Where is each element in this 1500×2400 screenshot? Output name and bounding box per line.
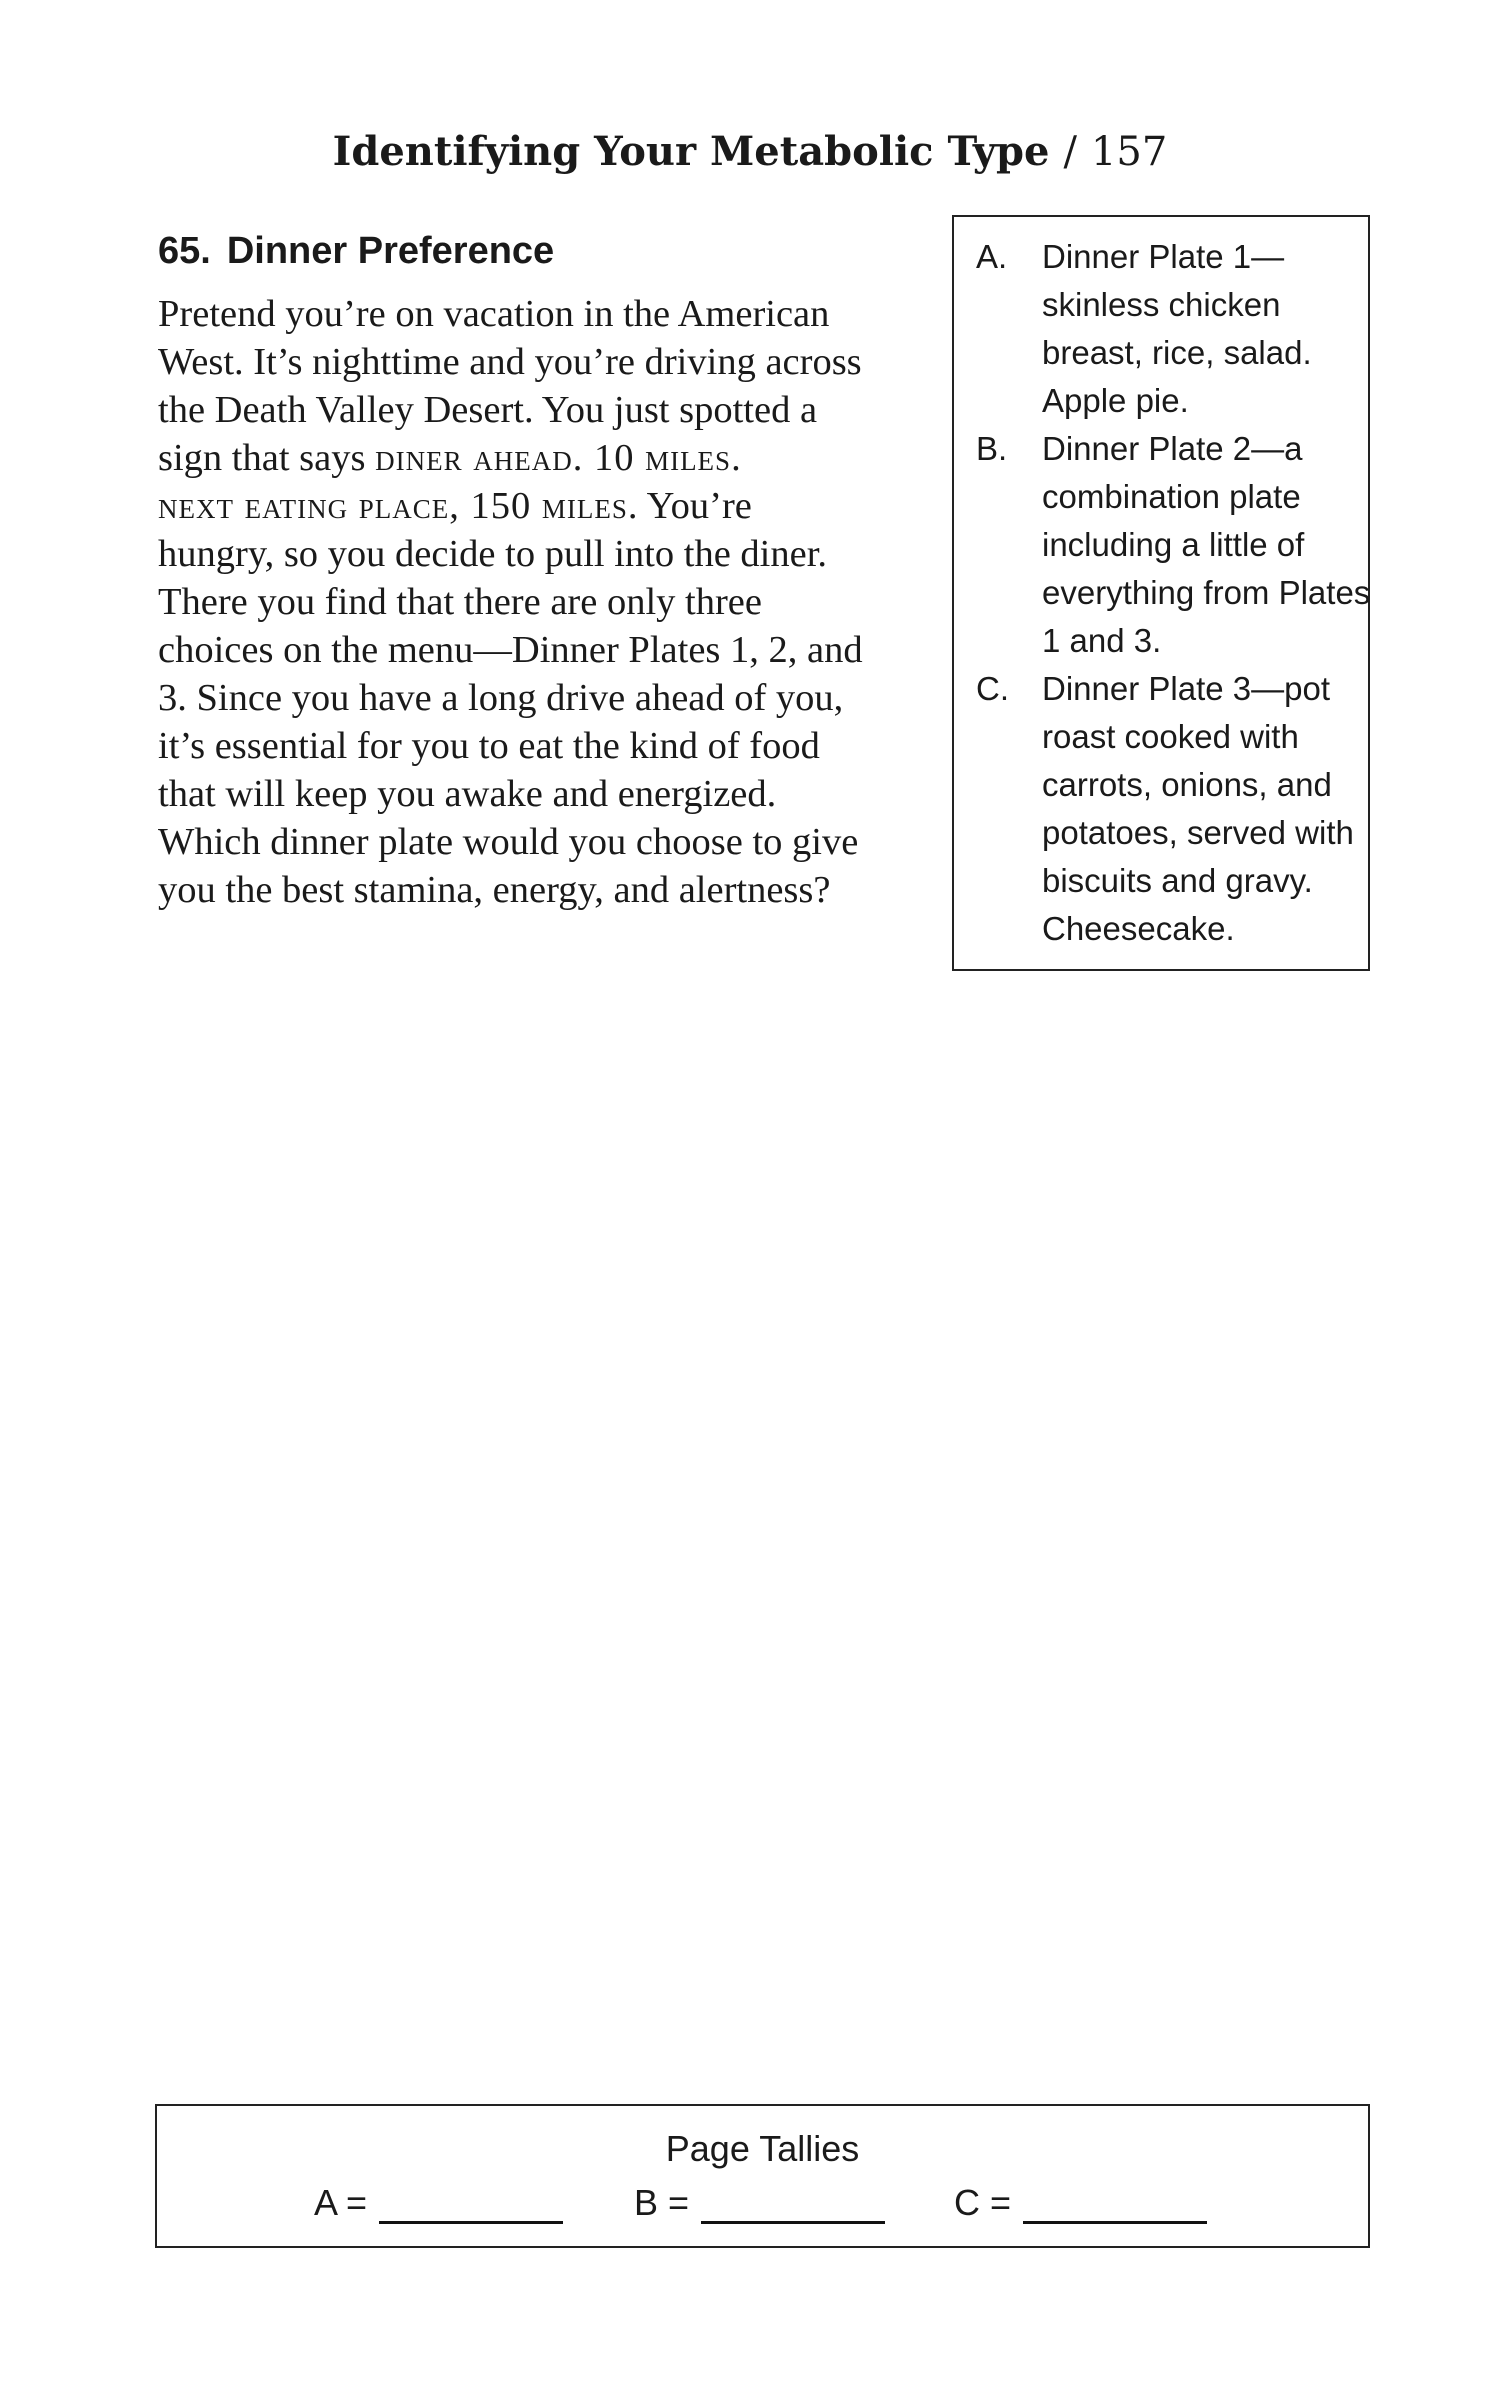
option-line: roast cooked with	[1042, 718, 1299, 755]
option-line: 1 and 3.	[1042, 622, 1162, 659]
question-line: that will keep you awake and energized.	[158, 773, 777, 815]
tally-a-label: A =	[314, 2182, 368, 2223]
running-head-separator: /	[1063, 129, 1077, 175]
option-b	[954, 425, 1371, 665]
option-letter: A.	[976, 238, 1008, 275]
option-a	[954, 233, 1368, 425]
option-text	[1042, 665, 1368, 953]
sign-text-next: next eating place, 150 miles.	[158, 485, 639, 527]
sign-text: diner ahead. 10 miles.	[375, 437, 742, 479]
question-heading	[158, 230, 554, 273]
option-letter: B.	[976, 430, 1008, 467]
question-line-sign	[158, 434, 918, 482]
answer-options-box	[952, 215, 1370, 971]
option-line: Dinner Plate 3—pot	[1042, 670, 1330, 707]
question-number: 65.	[158, 230, 211, 272]
page-number: 157	[1090, 129, 1168, 175]
option-line: biscuits and gravy.	[1042, 862, 1313, 899]
question-line: Pretend you’re on vacation in the American	[158, 293, 830, 335]
option-line: Apple pie.	[1042, 382, 1189, 419]
sign-line-prefix: sign that says	[158, 437, 376, 479]
option-line: including a little of	[1042, 526, 1305, 563]
option-letter: C.	[976, 670, 1009, 707]
question-line: choices on the menu—Dinner Plates 1, 2, and	[158, 629, 863, 671]
tally-a	[314, 2182, 563, 2224]
tally-c	[954, 2182, 1207, 2224]
option-line: breast, rice, salad.	[1042, 334, 1312, 371]
question-line: Which dinner plate would you choose to give	[158, 821, 859, 863]
tally-a-blank[interactable]	[379, 2185, 563, 2224]
tally-c-blank[interactable]	[1023, 2185, 1207, 2224]
option-c	[954, 665, 1368, 953]
option-line: combination plate	[1042, 478, 1301, 515]
question-title: Dinner Preference	[226, 230, 555, 272]
option-text	[1042, 233, 1368, 425]
question-line: West. It’s nighttime and you’re driving across	[158, 341, 862, 383]
option-line: Dinner Plate 1—	[1042, 238, 1285, 275]
question-line: 3. Since you have a long drive ahead of you,	[158, 677, 844, 719]
running-head-title: Identifying Your Metabolic Type	[332, 128, 1050, 175]
question-line-next	[158, 482, 918, 530]
option-text	[1042, 425, 1370, 665]
question-line: the Death Valley Desert. You just spotted a	[158, 389, 818, 431]
page-tallies-title: Page Tallies	[665, 2128, 860, 2169]
option-line: skinless chicken	[1042, 286, 1281, 323]
question-line: it’s essential for you to eat the kind of food	[158, 725, 820, 767]
option-line: Cheesecake.	[1042, 910, 1235, 947]
option-line: everything from Plates	[1042, 574, 1371, 611]
question-line: you the best stamina, energy, and alertness?	[158, 869, 831, 911]
option-line: potatoes, served with	[1042, 814, 1354, 851]
question-body	[158, 290, 918, 914]
tally-b-blank[interactable]	[701, 2185, 885, 2224]
question-line: There you find that there are only three	[158, 581, 762, 623]
question-line: hungry, so you decide to pull into the diner.	[158, 533, 828, 575]
tally-b-label: B =	[634, 2182, 690, 2223]
tally-b	[634, 2182, 885, 2224]
running-head	[0, 128, 1500, 175]
option-line: Dinner Plate 2—a	[1042, 430, 1303, 467]
next-line-suffix: You’re	[638, 485, 752, 527]
page-tallies-box	[155, 2104, 1370, 2248]
tally-c-label: C =	[954, 2182, 1012, 2223]
option-line: carrots, onions, and	[1042, 766, 1332, 803]
